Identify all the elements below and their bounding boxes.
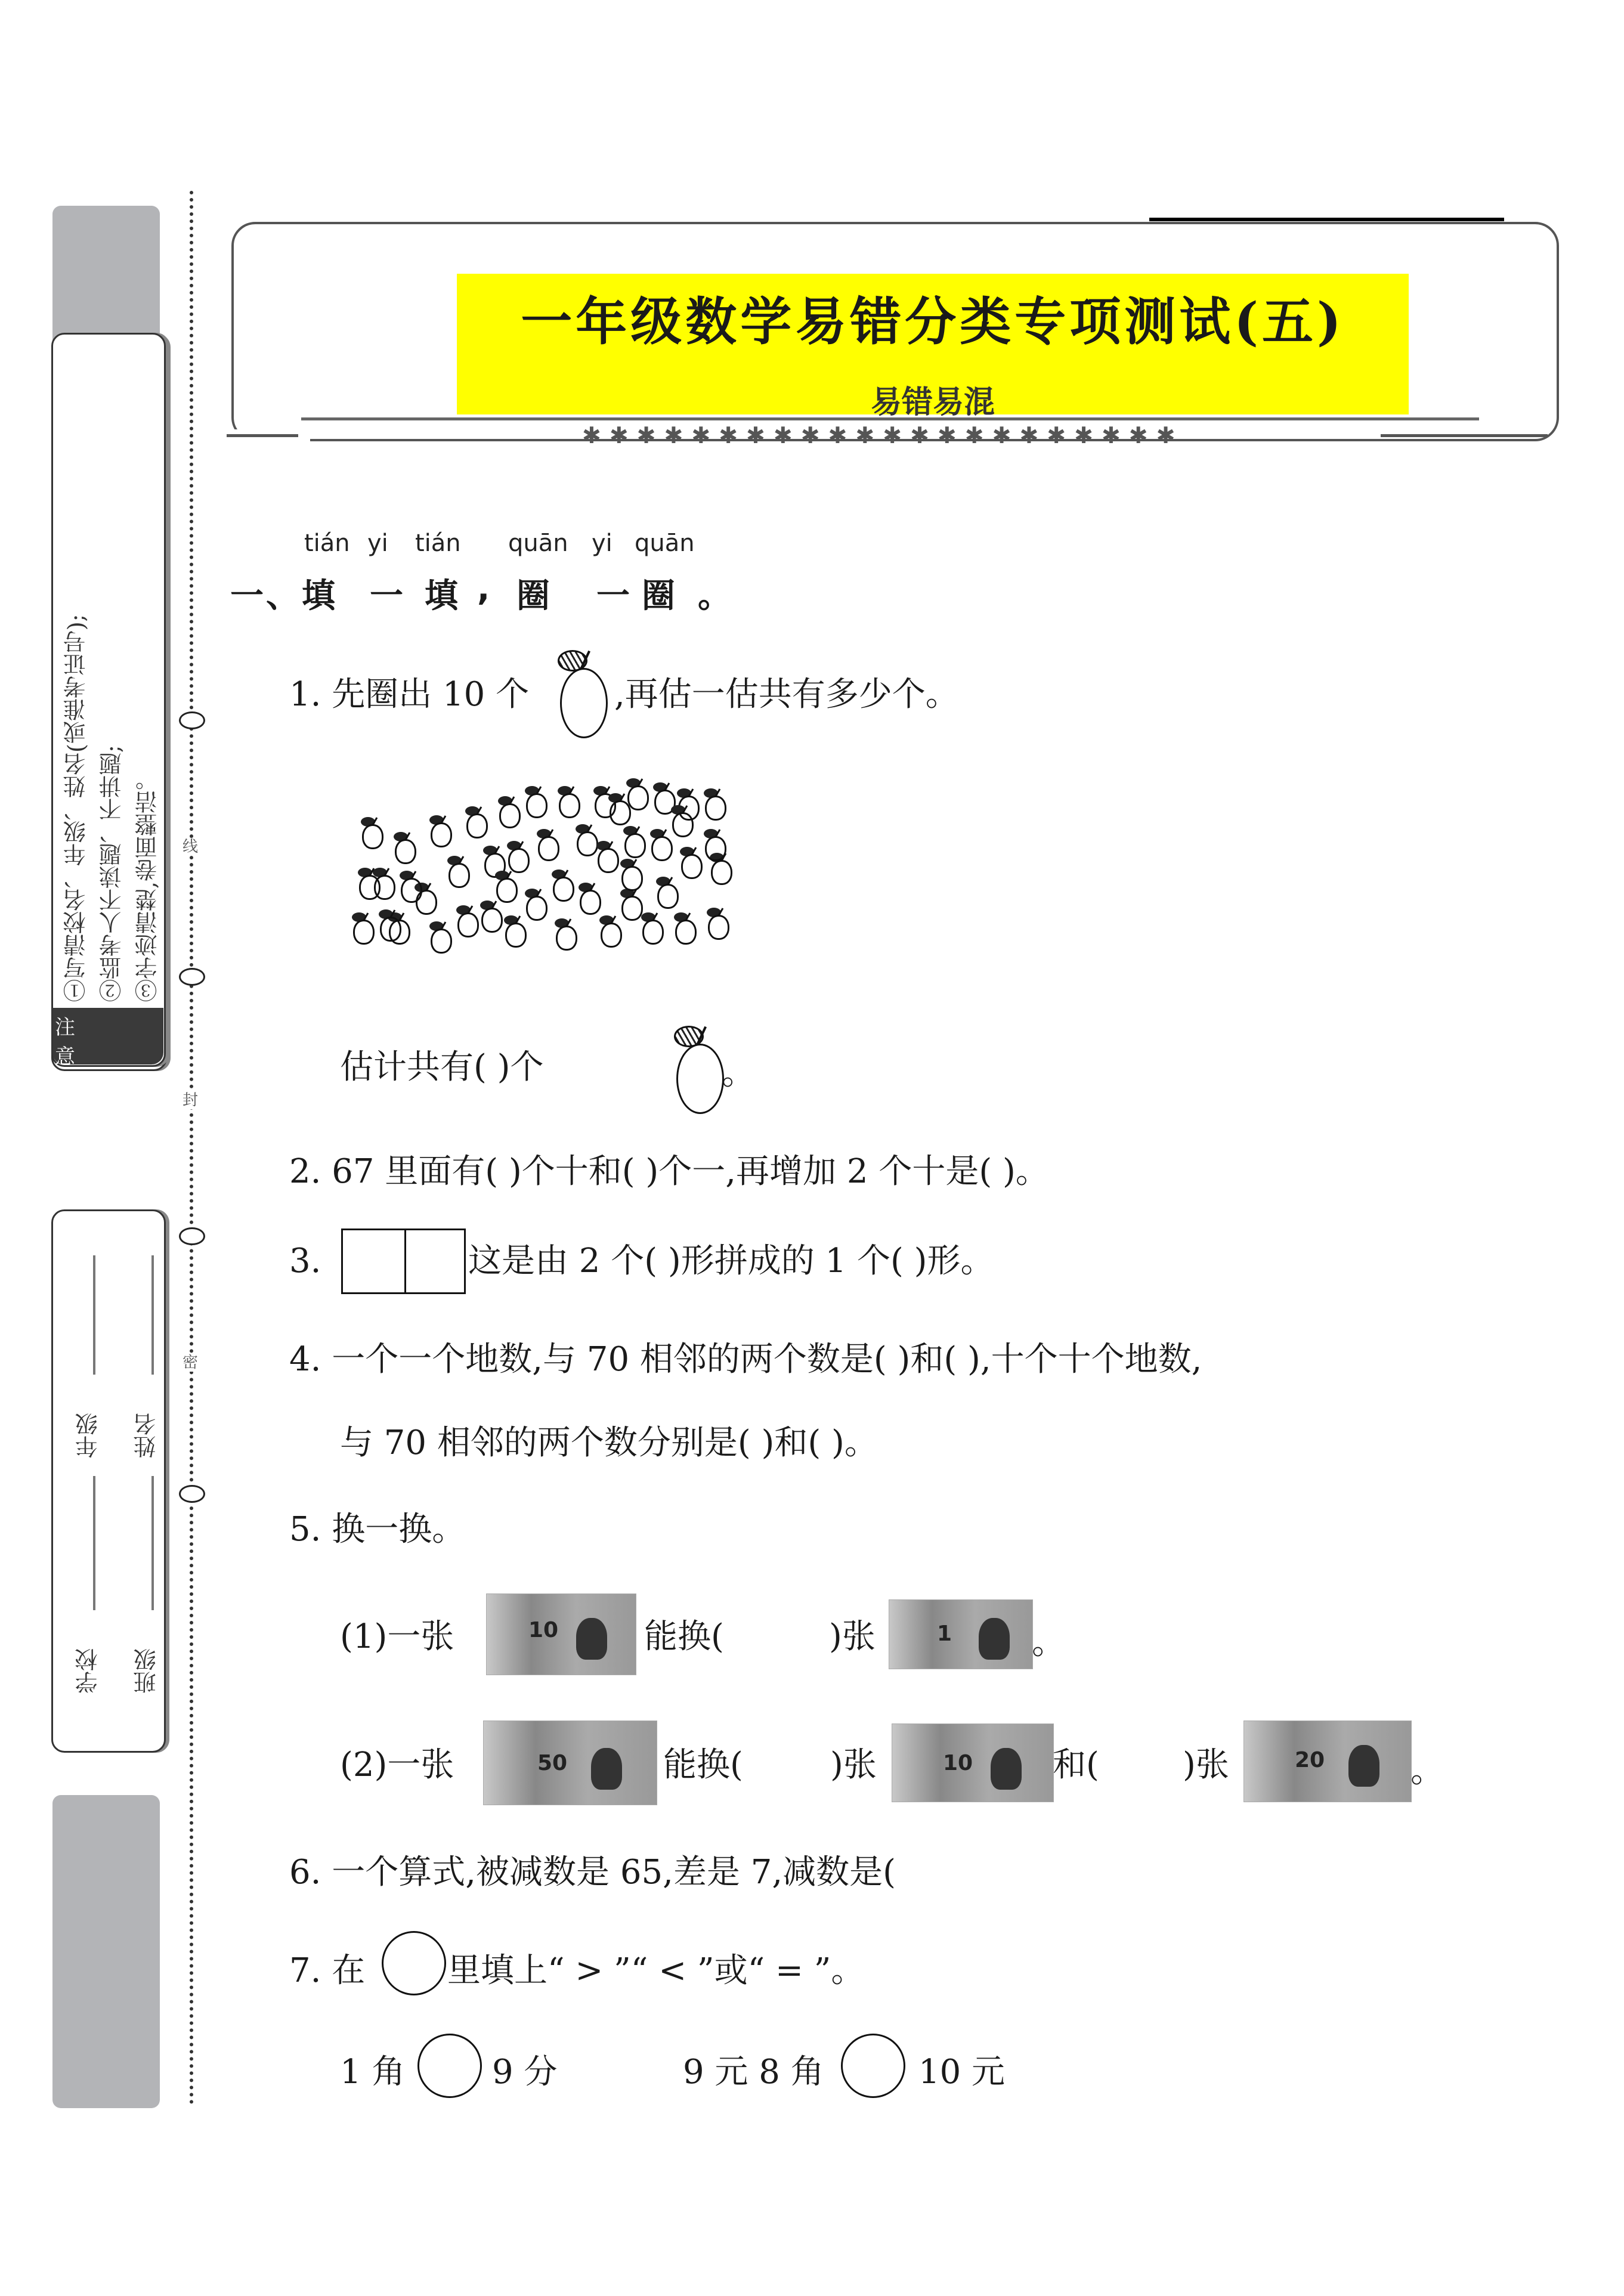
section-title-yi1: 一 bbox=[370, 577, 406, 615]
apple-icon[interactable] bbox=[495, 871, 520, 903]
pinyin-quan-2: quān bbox=[635, 530, 695, 557]
q5-part2-c: )张 bbox=[830, 1746, 877, 1784]
pinyin-tian-1: tián bbox=[304, 530, 350, 557]
notice-item-3: ③字迹清楚,卷面整洁。 bbox=[135, 768, 161, 1002]
section-title-tian2: 填 bbox=[425, 577, 460, 615]
q5-part1-d: 。 bbox=[1032, 1623, 1065, 1662]
banknote-10-yuan: 10 bbox=[486, 1593, 636, 1675]
q2-text: 2. 67 里面有( )个十和( )个一,再增加 2 个十是( )。 bbox=[289, 1152, 1049, 1191]
header-bottom-line bbox=[227, 434, 298, 437]
q5-part1-c: )张 bbox=[829, 1617, 876, 1656]
two-squares-figure bbox=[341, 1229, 406, 1294]
cut-circle-3 bbox=[179, 1227, 205, 1245]
q1-suffix: ,再估一估共有多少个。 bbox=[614, 675, 959, 714]
apple-icon[interactable] bbox=[620, 859, 645, 891]
apple-icon[interactable] bbox=[674, 912, 699, 945]
q5-part2-f: 。 bbox=[1410, 1752, 1444, 1790]
compare-circle-example bbox=[382, 1931, 446, 1995]
q3-number: 3. bbox=[289, 1242, 321, 1280]
apple-icon[interactable] bbox=[525, 889, 550, 921]
notice-item-2: ②监考人不读题、不讲题; bbox=[99, 745, 125, 1002]
section-title-quan2: 圈 bbox=[642, 577, 678, 615]
apple-icon[interactable] bbox=[671, 805, 696, 837]
apple-icon[interactable] bbox=[623, 826, 648, 858]
apple-icon[interactable] bbox=[394, 832, 419, 864]
notice-item-1: ①写清校名、年级、姓名(或准考证号); bbox=[63, 614, 89, 1002]
apple-icon[interactable] bbox=[358, 868, 383, 900]
q5-part1-a: (1)一张 bbox=[340, 1617, 454, 1656]
apple-icon[interactable] bbox=[429, 921, 454, 954]
grade-input-line[interactable] bbox=[93, 1255, 95, 1375]
q7-item2-right: 10 元 bbox=[918, 2053, 1006, 2091]
pinyin-quan-1: quān bbox=[508, 530, 568, 557]
name-label: 姓名 bbox=[134, 1413, 160, 1458]
apple-icon[interactable] bbox=[361, 817, 386, 849]
q7-item1-left: 1 角 bbox=[340, 2053, 406, 2091]
q7-item2-left: 9 元 8 角 bbox=[683, 2053, 824, 2091]
apple-icon[interactable] bbox=[498, 796, 523, 828]
apple-icon[interactable] bbox=[379, 909, 404, 942]
apple-icon[interactable] bbox=[680, 847, 705, 879]
q5-part1-b: 能换( bbox=[644, 1617, 724, 1656]
apple-icon[interactable] bbox=[707, 908, 732, 940]
section-title-yi2: 一 bbox=[596, 577, 632, 615]
apple-icon[interactable] bbox=[525, 786, 550, 818]
cut-label-mi: 密 bbox=[182, 1354, 199, 1372]
q5-part2-b: 能换( bbox=[663, 1746, 743, 1784]
apple-icon[interactable] bbox=[352, 912, 377, 945]
apple-icon[interactable] bbox=[704, 829, 729, 861]
pinyin-yi-2: yi bbox=[592, 530, 613, 557]
apple-icon[interactable] bbox=[656, 877, 681, 909]
q5-part2-a: (2)一张 bbox=[340, 1746, 454, 1784]
apple-icon[interactable] bbox=[552, 869, 577, 902]
cut-circle-4 bbox=[179, 1485, 205, 1503]
apple-icon[interactable] bbox=[555, 918, 580, 951]
q7-suffix: 里填上“ > ”“ < ”或“ = ”。 bbox=[447, 1951, 865, 1990]
q3-text: 这是由 2 个( )形拼成的 1 个( )形。 bbox=[468, 1242, 994, 1280]
apple-icon[interactable] bbox=[507, 841, 532, 873]
q5-title: 5. 换一换。 bbox=[289, 1510, 466, 1549]
banknote-20-yuan: 20 bbox=[1243, 1721, 1412, 1802]
star-divider: ✱✱✱✱✱✱✱✱✱✱✱✱✱✱✱✱✱✱✱✱✱✱ bbox=[582, 422, 1184, 448]
banknote-50-yuan: 50 bbox=[483, 1721, 657, 1805]
class-input-line[interactable] bbox=[151, 1476, 154, 1610]
cut-line bbox=[190, 191, 193, 2105]
apple-icon[interactable] bbox=[447, 856, 472, 888]
section-title-period: 。 bbox=[698, 577, 734, 615]
header-top-accent bbox=[1149, 218, 1504, 221]
page-title: 一年级数学易错分类专项测试(五) bbox=[521, 292, 1345, 352]
compare-circle-1[interactable] bbox=[417, 2034, 482, 2098]
banknote-1-yuan: 1 bbox=[889, 1599, 1033, 1669]
apple-field bbox=[346, 769, 1109, 984]
apple-icon[interactable] bbox=[456, 905, 481, 937]
pinyin-tian-2: tián bbox=[415, 530, 461, 557]
cut-circle-2 bbox=[179, 968, 205, 986]
apple-icon[interactable] bbox=[465, 806, 490, 838]
apple-icon bbox=[674, 1026, 728, 1115]
school-input-line[interactable] bbox=[93, 1476, 95, 1610]
name-input-line[interactable] bbox=[151, 1255, 154, 1375]
compare-circle-2[interactable] bbox=[841, 2034, 905, 2098]
q5-part2-d: 和( bbox=[1053, 1746, 1099, 1784]
page-subtitle: 易错易混 bbox=[870, 385, 995, 420]
apple-icon[interactable] bbox=[641, 912, 666, 945]
apple-icon[interactable] bbox=[400, 871, 425, 903]
section-title-part1: 一、填 bbox=[230, 577, 338, 615]
q1-estimate-suffix: 。 bbox=[722, 1054, 755, 1093]
q7-item1-right: 9 分 bbox=[492, 2053, 558, 2091]
cut-label-xian: 线 bbox=[182, 838, 199, 856]
notice-label: 注意事项 bbox=[55, 1016, 76, 1127]
cut-label-feng: 封 bbox=[182, 1091, 199, 1109]
q4-line1: 4. 一个一个地数,与 70 相邻的两个数是( )和( ),十个十个地数, bbox=[289, 1340, 1202, 1379]
apple-icon bbox=[558, 650, 611, 739]
q5-part2-e: )张 bbox=[1183, 1746, 1229, 1784]
apple-icon[interactable] bbox=[579, 883, 604, 915]
section-title-comma: , bbox=[477, 570, 493, 608]
q7-prefix: 7. 在 bbox=[289, 1951, 366, 1990]
apple-icon[interactable] bbox=[558, 786, 583, 818]
header-right-line bbox=[1381, 434, 1548, 437]
q4-line2: 与 70 相邻的两个数分别是( )和( )。 bbox=[340, 1424, 878, 1462]
apple-icon[interactable] bbox=[537, 829, 562, 861]
section-title-quan1: 圈 bbox=[516, 577, 552, 615]
apple-icon[interactable] bbox=[429, 815, 454, 847]
cut-circle-1 bbox=[179, 711, 205, 729]
apple-icon[interactable] bbox=[596, 841, 621, 873]
class-label: 班级 bbox=[134, 1648, 160, 1694]
apple-icon[interactable] bbox=[704, 788, 729, 821]
q1-estimate-prefix: 估计共有( )个 bbox=[340, 1048, 544, 1087]
q1-prefix: 1. 先圈出 10 个 bbox=[289, 675, 530, 714]
grade-label: 年级 bbox=[75, 1413, 101, 1458]
banknote-10-yuan-b: 10 bbox=[892, 1723, 1054, 1802]
two-squares-figure-right bbox=[403, 1229, 466, 1294]
apple-icon[interactable] bbox=[608, 793, 633, 825]
pinyin-yi-1: yi bbox=[367, 530, 388, 557]
school-label: 学校 bbox=[75, 1648, 101, 1694]
apple-icon[interactable] bbox=[480, 901, 505, 933]
sidebar-gray-block-bottom bbox=[52, 1795, 160, 2108]
q6-text: 6. 一个算式,被减数是 65,差是 7,减数是( bbox=[289, 1853, 896, 1892]
